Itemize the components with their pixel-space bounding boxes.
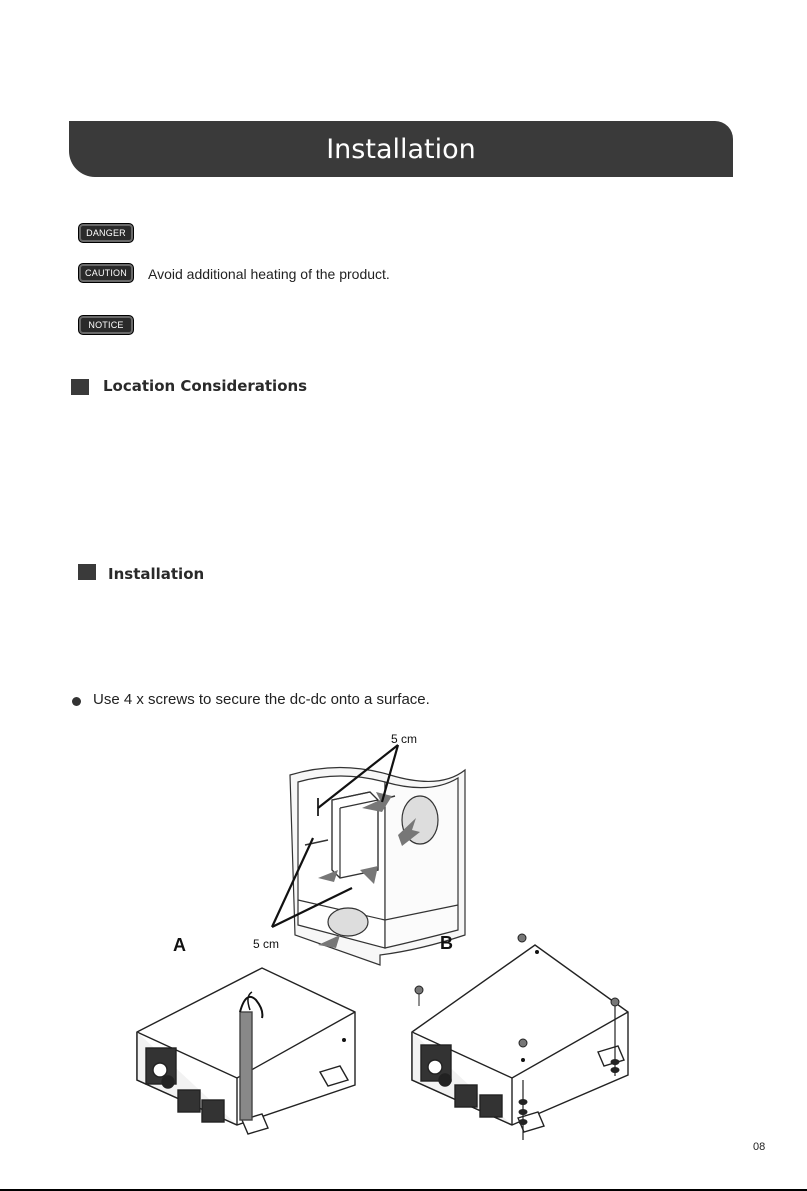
section-title-installation: Installation (108, 565, 205, 583)
clearance-label-bottom: 5 cm (253, 937, 280, 951)
device-a-illustration (137, 968, 355, 1134)
notice-badge: NOTICE (78, 315, 134, 335)
section-title-location: Location Considerations (103, 377, 308, 395)
caution-text: Avoid additional heating of the product. (148, 266, 390, 282)
figure-label-a: A (173, 935, 186, 955)
bullet-text: Use 4 x screws to secure the dc-dc onto a surface. (93, 691, 430, 708)
figure-label-b: B (440, 933, 453, 953)
page-title: Installation (326, 134, 476, 165)
page-number: 08 (753, 1141, 766, 1153)
clearance-label-top: 5 cm (391, 732, 418, 746)
caution-badge: CAUTION (78, 263, 134, 283)
danger-badge: DANGER (78, 223, 134, 243)
